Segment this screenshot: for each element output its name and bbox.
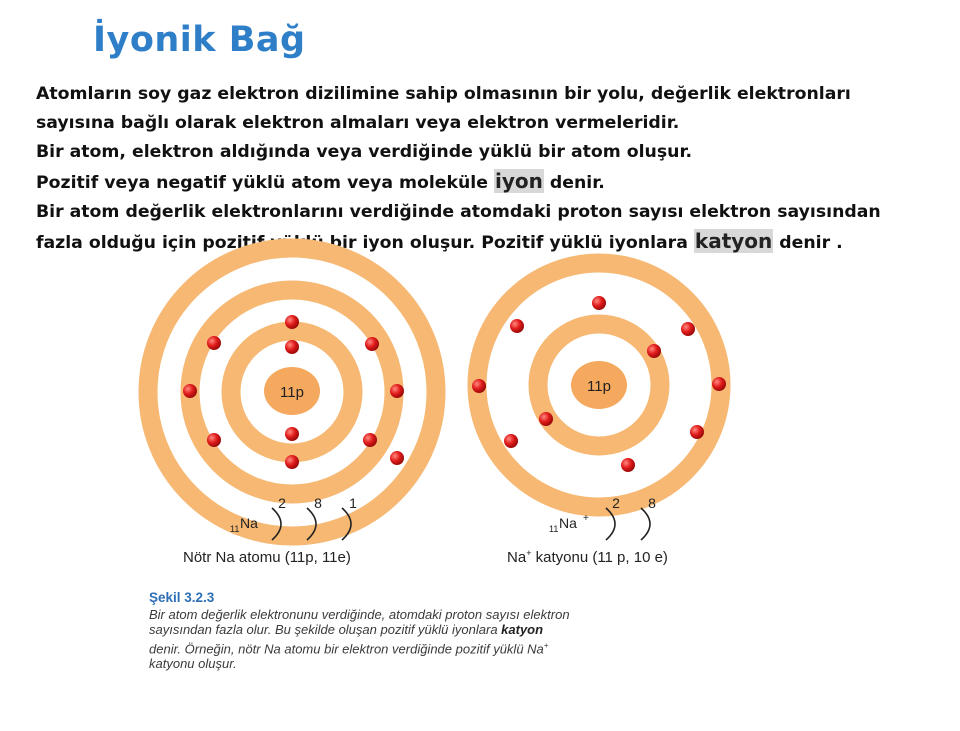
na-cation-atom [472, 263, 726, 507]
paragraph-line-5: Bir atom değerlik elektronlarını verdiğinde atomdaki proton sayısı elektron sayısından [36, 202, 881, 222]
caption-line-1: Bir atom değerlik elektronunu verdiğinde, atomdaki proton sayısı elektron [149, 606, 570, 622]
electron [510, 319, 524, 333]
electron [712, 377, 726, 391]
ion-label [507, 548, 668, 566]
electron [504, 434, 518, 448]
atom-label: Nötr Na atomu (11p, 11e) [183, 549, 351, 566]
ion-label-rest: katyonu (11 p, 10 e) [531, 549, 668, 566]
caption-term-katyon: katyon [501, 622, 544, 637]
slide-title: İyonik Bağ [93, 20, 306, 60]
electron [539, 412, 553, 426]
line-4-start: Pozitif veya negatif yüklü atom veya moleküle [36, 173, 494, 193]
electron [472, 379, 486, 393]
caption-title: Şekil 3.2.3 [149, 590, 215, 605]
neutral-na-atom [148, 248, 436, 536]
electron [285, 427, 299, 441]
caption-line-3 [149, 638, 749, 657]
element-symbol: Na [559, 515, 577, 531]
caption-line-2 [149, 622, 749, 638]
charge-sign: + [583, 513, 589, 524]
electron [285, 455, 299, 469]
shell-count-3: 1 [349, 495, 357, 511]
shell-count-2: 8 [648, 495, 656, 511]
line-6-start: fazla olduğu için pozitif yüklü bir iyon oluşur. Pozitif yüklü iyonlara [36, 233, 694, 253]
ion-charge: + [526, 548, 532, 558]
electron [207, 433, 221, 447]
electron [285, 315, 299, 329]
electron [183, 384, 197, 398]
line-4-end: denir. [543, 173, 605, 193]
atomic-number: 11 [549, 524, 559, 534]
nucleus-label: 11p [280, 384, 304, 401]
ion-symbol: Na [507, 549, 527, 566]
paragraph-line-3: Bir atom, elektron aldığında veya verdiğinde yüklü bir atom oluşur. [36, 142, 693, 162]
line-6-end: denir . [773, 233, 843, 253]
electron [363, 433, 377, 447]
shell-count-1: 2 [278, 495, 286, 511]
electron [365, 337, 379, 351]
term-iyon: iyon [494, 169, 543, 193]
electron [390, 451, 404, 465]
shell-bracket [641, 508, 650, 540]
electron [647, 344, 661, 358]
term-katyon: katyon [694, 229, 773, 253]
paragraph-line-1: Atomların soy gaz elektron dizilimine sahip olmasının bir yolu, değerlik elektronları [36, 84, 851, 104]
electron [390, 384, 404, 398]
shell-count-1: 2 [612, 495, 620, 511]
electron [681, 322, 695, 336]
nucleus-label: 11p [587, 378, 611, 395]
caption-line-4: katyonu oluşur. [149, 656, 237, 672]
electron [621, 458, 635, 472]
atomic-number: 11 [230, 524, 240, 534]
element-symbol: Na [240, 515, 258, 531]
caption-charge: + [543, 640, 549, 650]
caption-line-2-text: sayısından fazla olur. Bu şekilde oluşan pozitif yüklü iyonlara [149, 622, 502, 637]
electron [690, 425, 704, 439]
paragraph-line-2: sayısına bağlı olarak elektron almaları veya elektron vermeleridir. [36, 113, 680, 133]
figure-caption [149, 590, 749, 672]
electron [592, 296, 606, 310]
electron [285, 340, 299, 354]
shell-count-2: 8 [314, 495, 322, 511]
electron [207, 336, 221, 350]
caption-line-3-text: denir. Örneğin, nötr Na atomu bir elektron verdiğinde pozitif yüklü Na [149, 640, 544, 656]
